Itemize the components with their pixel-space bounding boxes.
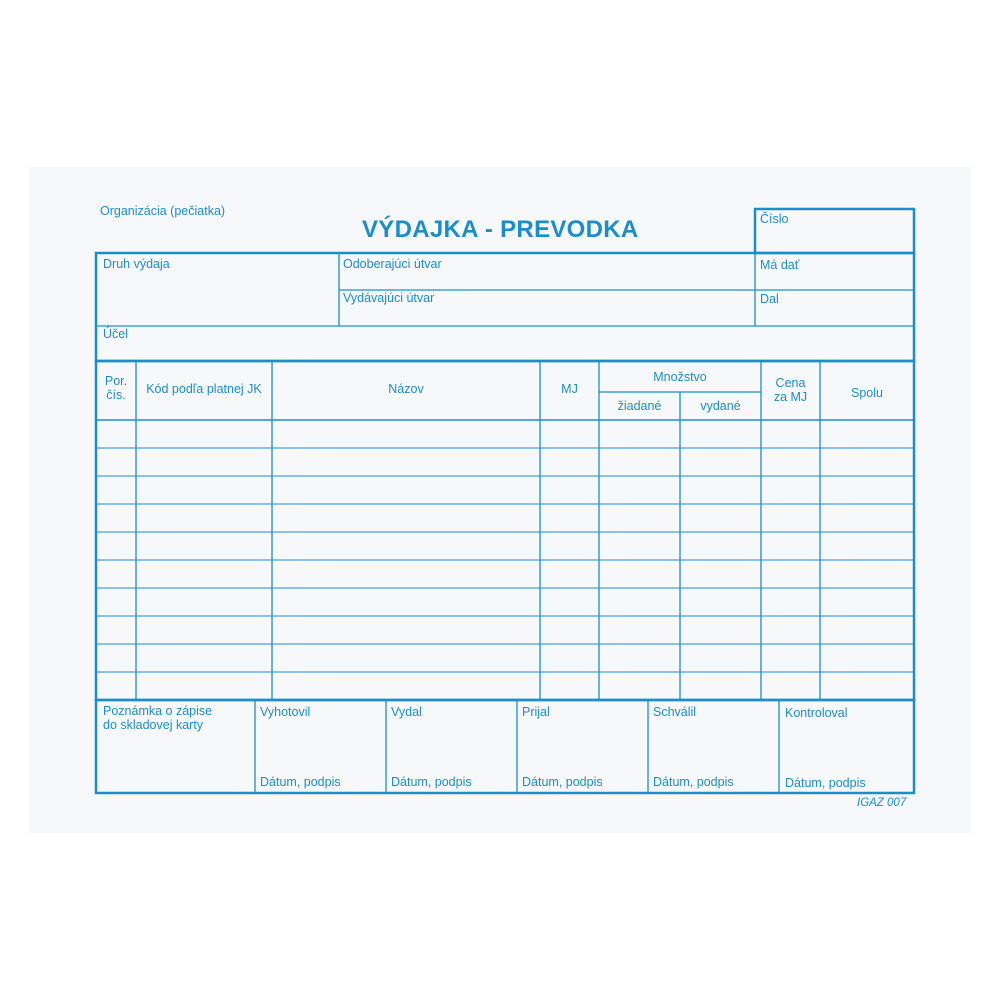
col-header-row-no-line2: čís. xyxy=(106,387,126,402)
checked-date-signature-label: Dátum, podpis xyxy=(785,776,866,790)
col-header-unit-price-line2: za MJ xyxy=(773,389,808,404)
col-header-quantity: Množstvo xyxy=(653,370,707,384)
col-header-row-no-line1: Por. xyxy=(104,374,128,388)
received-date-signature-label: Dátum, podpis xyxy=(522,775,603,789)
role-issued-label: Vydal xyxy=(391,705,422,719)
role-approved-label: Schválil xyxy=(653,705,697,719)
note-label xyxy=(103,705,212,733)
issue-type-field[interactable] xyxy=(97,274,338,325)
issue-type-label: Druh výdaja xyxy=(103,257,170,271)
role-prepared-label: Vyhotovil xyxy=(260,705,311,719)
receiving-unit-label: Odoberajúci útvar xyxy=(343,257,442,271)
role-received-label: Prijal xyxy=(522,705,550,719)
form-title: VÝDAJKA - PREVODKA xyxy=(362,216,639,243)
issuing-unit-field[interactable] xyxy=(340,306,754,325)
approved-signature-field[interactable] xyxy=(649,722,778,774)
col-header-name: Názov xyxy=(388,382,424,396)
col-header-unit: MJ xyxy=(561,382,578,396)
organization-label: Organizácia (pečiatka) xyxy=(100,204,226,218)
credit-label: Dal xyxy=(760,292,779,306)
col-header-row-no xyxy=(96,375,136,403)
note-label-line1: Poznámka o zápise xyxy=(103,704,213,718)
purpose-label: Účel xyxy=(103,327,129,341)
role-checked-label: Kontroloval xyxy=(785,706,848,720)
issuing-unit-label: Vydávajúci útvar xyxy=(343,291,435,305)
items-table-body[interactable] xyxy=(97,421,913,699)
received-signature-field[interactable] xyxy=(518,722,647,774)
col-header-issued: vydané xyxy=(700,399,741,413)
col-header-requested: žiadané xyxy=(617,399,662,413)
note-label-line2: do skladovej karty xyxy=(103,717,204,732)
col-header-total: Spolu xyxy=(851,386,883,400)
credit-field[interactable] xyxy=(756,307,913,325)
form-code: IGAZ 007 xyxy=(857,797,907,809)
prepared-signature-field[interactable] xyxy=(256,722,385,774)
note-field[interactable] xyxy=(97,733,254,792)
issued-date-signature-label: Dátum, podpis xyxy=(391,775,472,789)
purpose-field[interactable] xyxy=(97,342,913,360)
checked-signature-field[interactable] xyxy=(780,722,913,774)
number-label: Číslo xyxy=(760,212,789,226)
prepared-date-signature-label: Dátum, podpis xyxy=(260,775,341,789)
debit-label: Má dať xyxy=(760,258,800,272)
col-header-unit-price-line1: Cena xyxy=(775,376,806,390)
receiving-unit-field[interactable] xyxy=(340,272,754,289)
number-field[interactable] xyxy=(756,228,913,252)
debit-field[interactable] xyxy=(756,273,913,289)
col-header-code: Kód podľa platnej JK xyxy=(146,382,262,396)
issued-signature-field[interactable] xyxy=(387,722,516,774)
col-header-unit-price xyxy=(761,377,820,405)
approved-date-signature-label: Dátum, podpis xyxy=(653,775,734,789)
